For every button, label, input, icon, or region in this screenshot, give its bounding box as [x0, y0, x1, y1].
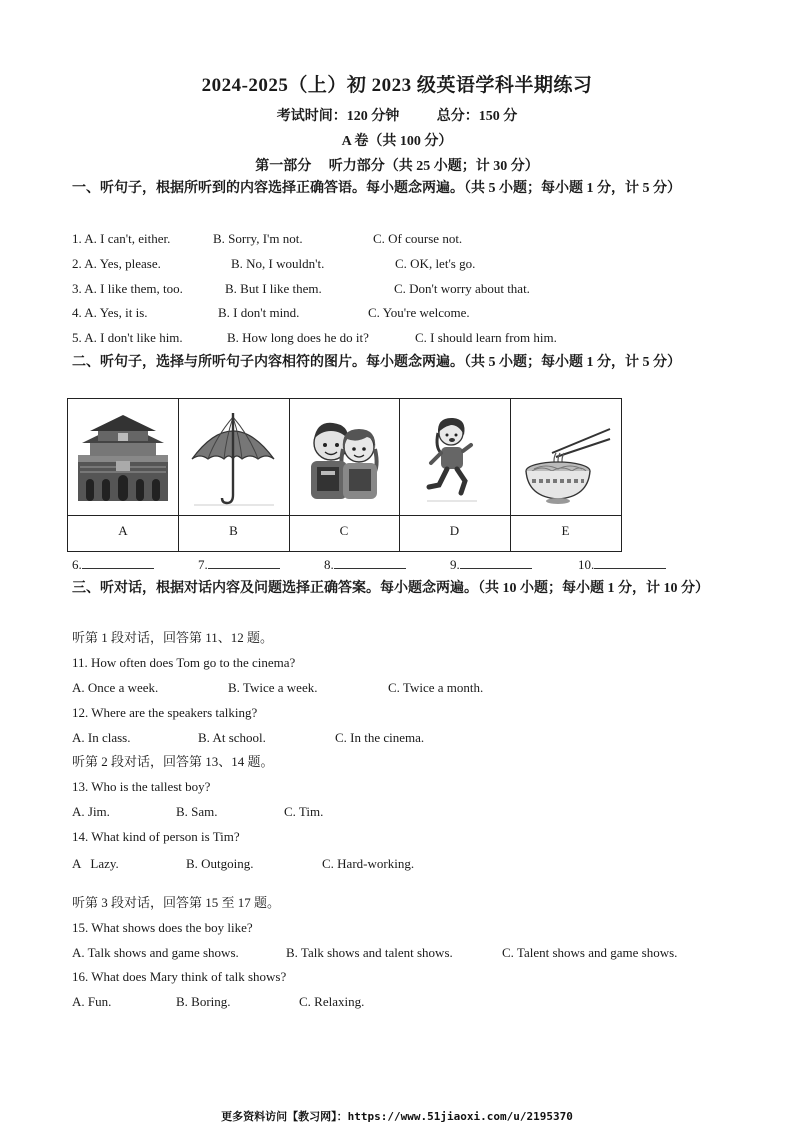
blank-number: 7.: [198, 557, 208, 572]
picture-label-e: E: [561, 523, 570, 538]
option-a: A. Once a week.: [72, 680, 159, 695]
question-text: 16. What does Mary think of talk shows?: [72, 969, 287, 984]
picture-cell-e: [510, 399, 621, 551]
section-3-heading: 三、听对话，根据对话内容及问题选择正确答案。每小题念两遍。（共 10 小题；每小题 1 分，计 10 分）: [72, 581, 709, 596]
option-c: C. Relaxing.: [299, 994, 365, 1009]
option-a: 4. A. Yes, it is.: [72, 305, 148, 320]
answer-blank: [450, 556, 532, 573]
blank-number: 8.: [324, 557, 334, 572]
option-b: B. Sam.: [176, 804, 218, 819]
section-2-heading: 二、听句子，选择与所听句子内容相符的图片。每小题念两遍。（共 5 小题；每小题 1 分，计 5 分）: [72, 355, 681, 370]
total-score: 总分：150 分: [436, 109, 518, 124]
part-title: [0, 155, 794, 175]
blank-number: 6.: [72, 557, 82, 572]
option-b: B. But I like them.: [225, 281, 322, 296]
volume-title: A 卷（共 100 分）: [341, 134, 453, 149]
option-b: B. I don't mind.: [218, 305, 300, 320]
option-a: 3. A. I like them, too.: [72, 281, 183, 296]
page-title: 2024-2025（上）初 2023 级英语学科半期练习: [201, 75, 593, 96]
picture-label-c: C: [339, 523, 349, 538]
answer-line[interactable]: [334, 556, 406, 569]
option-c: C. I should learn from him.: [415, 330, 557, 345]
answer-line[interactable]: [460, 556, 532, 569]
picture-cell-d: [399, 399, 511, 551]
option-b: B. At school.: [198, 730, 266, 745]
blank-number: 10.: [578, 557, 595, 572]
section-1-heading: 一、听句子，根据所听到的内容选择正确答语。每小题念两遍。（共 5 小题；每小题 1 分，计 5 分）: [72, 181, 681, 196]
kids-reading-icon: [297, 409, 391, 507]
option-b: B. How long does he do it?: [227, 330, 369, 345]
option-c: C. Hard-working.: [322, 856, 415, 871]
option-c: C. You're welcome.: [368, 305, 470, 320]
option-a: 5. A. I don't like him.: [72, 330, 183, 345]
answer-blank: [198, 556, 280, 573]
part-name: 第一部分: [255, 159, 312, 174]
option-c: C. In the cinema.: [335, 730, 425, 745]
option-b: B. Talk shows and talent shows.: [286, 945, 453, 960]
option-c: C. Tim.: [284, 804, 324, 819]
option-a: 1. A. I can't, either.: [72, 231, 171, 246]
blank-number: 9.: [450, 557, 460, 572]
footer-link[interactable]: 更多资料访问【教习网】：https://www.51jiaoxi.com/u/2195370: [221, 1110, 573, 1123]
option-c: C. Twice a month.: [388, 680, 484, 695]
picture-label-d: D: [449, 523, 460, 538]
dialog-intro: 听第 2 段对话，回答第 13、14 题。: [72, 754, 274, 769]
question-text: 14. What kind of person is Tim?: [72, 829, 240, 844]
picture-label-a: A: [118, 523, 128, 538]
option-b: B. Outgoing.: [186, 856, 254, 871]
question-text: 15. What shows does the boy like?: [72, 920, 253, 935]
exam-time: 考试时间：120 分钟: [276, 109, 400, 124]
question-text: 11. How often does Tom go to the cinema?: [72, 655, 296, 670]
option-a: A. Talk shows and game shows.: [72, 945, 239, 960]
option-a: A. In class.: [72, 730, 131, 745]
option-b: B. Sorry, I'm not.: [213, 231, 303, 246]
option-b: B. No, I wouldn't.: [231, 256, 325, 271]
option-b: B. Boring.: [176, 994, 231, 1009]
answer-line[interactable]: [208, 556, 280, 569]
option-c: C. Of course not.: [373, 231, 463, 246]
noodles-icon: [518, 409, 612, 507]
answer-blank: [72, 556, 154, 573]
answer-line[interactable]: [82, 556, 154, 569]
question-text: 13. Who is the tallest boy?: [72, 779, 211, 794]
exam-info: [0, 105, 794, 125]
girl-running-icon: [407, 409, 501, 507]
option-c: C. OK, let's go.: [395, 256, 476, 271]
dialog-intro: 听第 3 段对话，回答第 15 至 17 题。: [72, 895, 281, 910]
tiananmen-icon: [76, 409, 170, 507]
dialog-intro: 听第 1 段对话，回答第 11、12 题。: [72, 630, 274, 645]
option-a: A. Jim.: [72, 804, 110, 819]
picture-label-b: B: [229, 523, 238, 538]
picture-cell-b: [178, 399, 290, 551]
picture-cell-c: [289, 399, 400, 551]
umbrella-icon: [186, 409, 280, 507]
picture-cell-a: [68, 399, 179, 551]
option-a: A Lazy.: [72, 856, 119, 871]
part-desc: 听力部分（共 25 小题；计 30 分）: [328, 159, 539, 174]
answer-blank: [324, 556, 406, 573]
answer-line[interactable]: [594, 556, 666, 569]
option-c: C. Talent shows and game shows.: [502, 945, 678, 960]
picture-table: [67, 398, 622, 552]
question-text: 12. Where are the speakers talking?: [72, 705, 258, 720]
option-c: C. Don't worry about that.: [394, 281, 530, 296]
answer-blank: [578, 556, 666, 573]
option-a: A. Fun.: [72, 994, 112, 1009]
option-b: B. Twice a week.: [228, 680, 318, 695]
option-a: 2. A. Yes, please.: [72, 256, 161, 271]
